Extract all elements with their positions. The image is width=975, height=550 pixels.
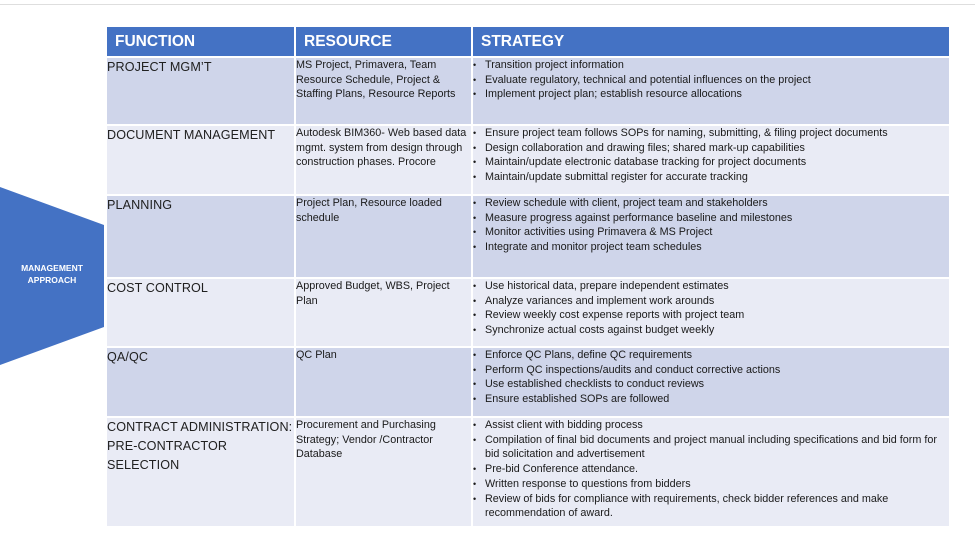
header-resource: RESOURCE: [295, 26, 472, 57]
strategy-cell: [472, 57, 950, 125]
list-item: • Evaluate regulatory, technical and potential influences on the project: [473, 73, 811, 86]
strategy-cell: [472, 417, 950, 527]
resource-cell: QC Plan: [295, 347, 472, 417]
list-item: • Ensure project team follows SOPs for naming, submitting, & filing project documents: [473, 127, 888, 139]
header-strategy: STRATEGY: [472, 26, 950, 57]
function-cell: PROJECT MGM’T: [106, 57, 295, 125]
list-item: • Maintain/update electronic database tracking for project documents: [473, 156, 807, 169]
list-item: • Monitor activities using Primavera & MS Project: [473, 226, 713, 239]
strategy-cell: [472, 125, 950, 195]
function-cell: CONTRACT ADMINISTRATION: PRE-CONTRACTOR SELECTION: [106, 417, 295, 527]
list-item: • Use historical data, prepare independent estimates: [473, 280, 729, 292]
list-item: • Analyze variances and implement work arounds: [473, 294, 715, 307]
resource-cell: Approved Budget, WBS, Project Plan: [295, 278, 472, 347]
function-cell: COST CONTROL: [106, 278, 295, 347]
table-row: [106, 57, 950, 125]
table-row: [106, 417, 950, 527]
list-item: • Ensure established SOPs are followed: [473, 393, 670, 406]
list-item: • Assist client with bidding process: [473, 419, 643, 431]
list-item: • Synchronize actual costs against budget weekly: [473, 324, 715, 337]
list-item: • Measure progress against performance baseline and milestones: [473, 211, 793, 224]
header-row: [106, 26, 950, 57]
resource-cell: Procurement and Purchasing Strategy; Vendor /Contractor Database: [295, 417, 472, 527]
resource-cell: Autodesk BIM360- Web based data mgmt. system from design through construction phases. Procore: [295, 125, 472, 195]
resource-cell: MS Project, Primavera, Team Resource Schedule, Project & Staffing Plans, Resource Reports: [295, 57, 472, 125]
top-divider: [0, 4, 975, 5]
list-item: • Integrate and monitor project team schedules: [473, 241, 702, 254]
list-item: • Perform QC inspections/audits and conduct corrective actions: [473, 363, 781, 376]
list-item: • Enforce QC Plans, define QC requirements: [473, 349, 693, 361]
list-item: • Use established checklists to conduct reviews: [473, 378, 705, 391]
table-row: [106, 195, 950, 278]
table-row: [106, 278, 950, 347]
strategy-cell: [472, 347, 950, 417]
list-item: • Review of bids for compliance with requirements, check bidder references and make recommendation of award.: [473, 492, 889, 520]
list-item: • Written response to questions from bidders: [473, 477, 691, 490]
table-row: [106, 347, 950, 417]
strategy-cell: [472, 195, 950, 278]
list-item: • Maintain/update submittal register for accurate tracking: [473, 171, 748, 184]
list-item: • Design collaboration and drawing files; shared mark-up capabilities: [473, 141, 805, 154]
list-item: • Review schedule with client, project team and stakeholders: [473, 197, 768, 209]
list-item: • Pre-bid Conference attendance.: [473, 463, 639, 476]
function-cell: DOCUMENT MANAGEMENT: [106, 125, 295, 195]
function-cell: PLANNING: [106, 195, 295, 278]
list-item: • Transition project information: [473, 59, 624, 71]
list-item: • Review weekly cost expense reports with project team: [473, 309, 745, 322]
list-item: • Implement project plan; establish resource allocations: [473, 88, 742, 101]
strategy-cell: [472, 278, 950, 347]
list-item: • Compilation of final bid documents and project manual including specifications and bid form for bid solicitation and advertisement: [473, 433, 937, 461]
side-label: MANAGEMENT APPROACH: [21, 263, 83, 285]
resource-cell: Project Plan, Resource loaded schedule: [295, 195, 472, 278]
header-function: FUNCTION: [106, 26, 295, 57]
function-cell: QA/QC: [106, 347, 295, 417]
management-table: [105, 25, 951, 528]
table-row: [106, 125, 950, 195]
